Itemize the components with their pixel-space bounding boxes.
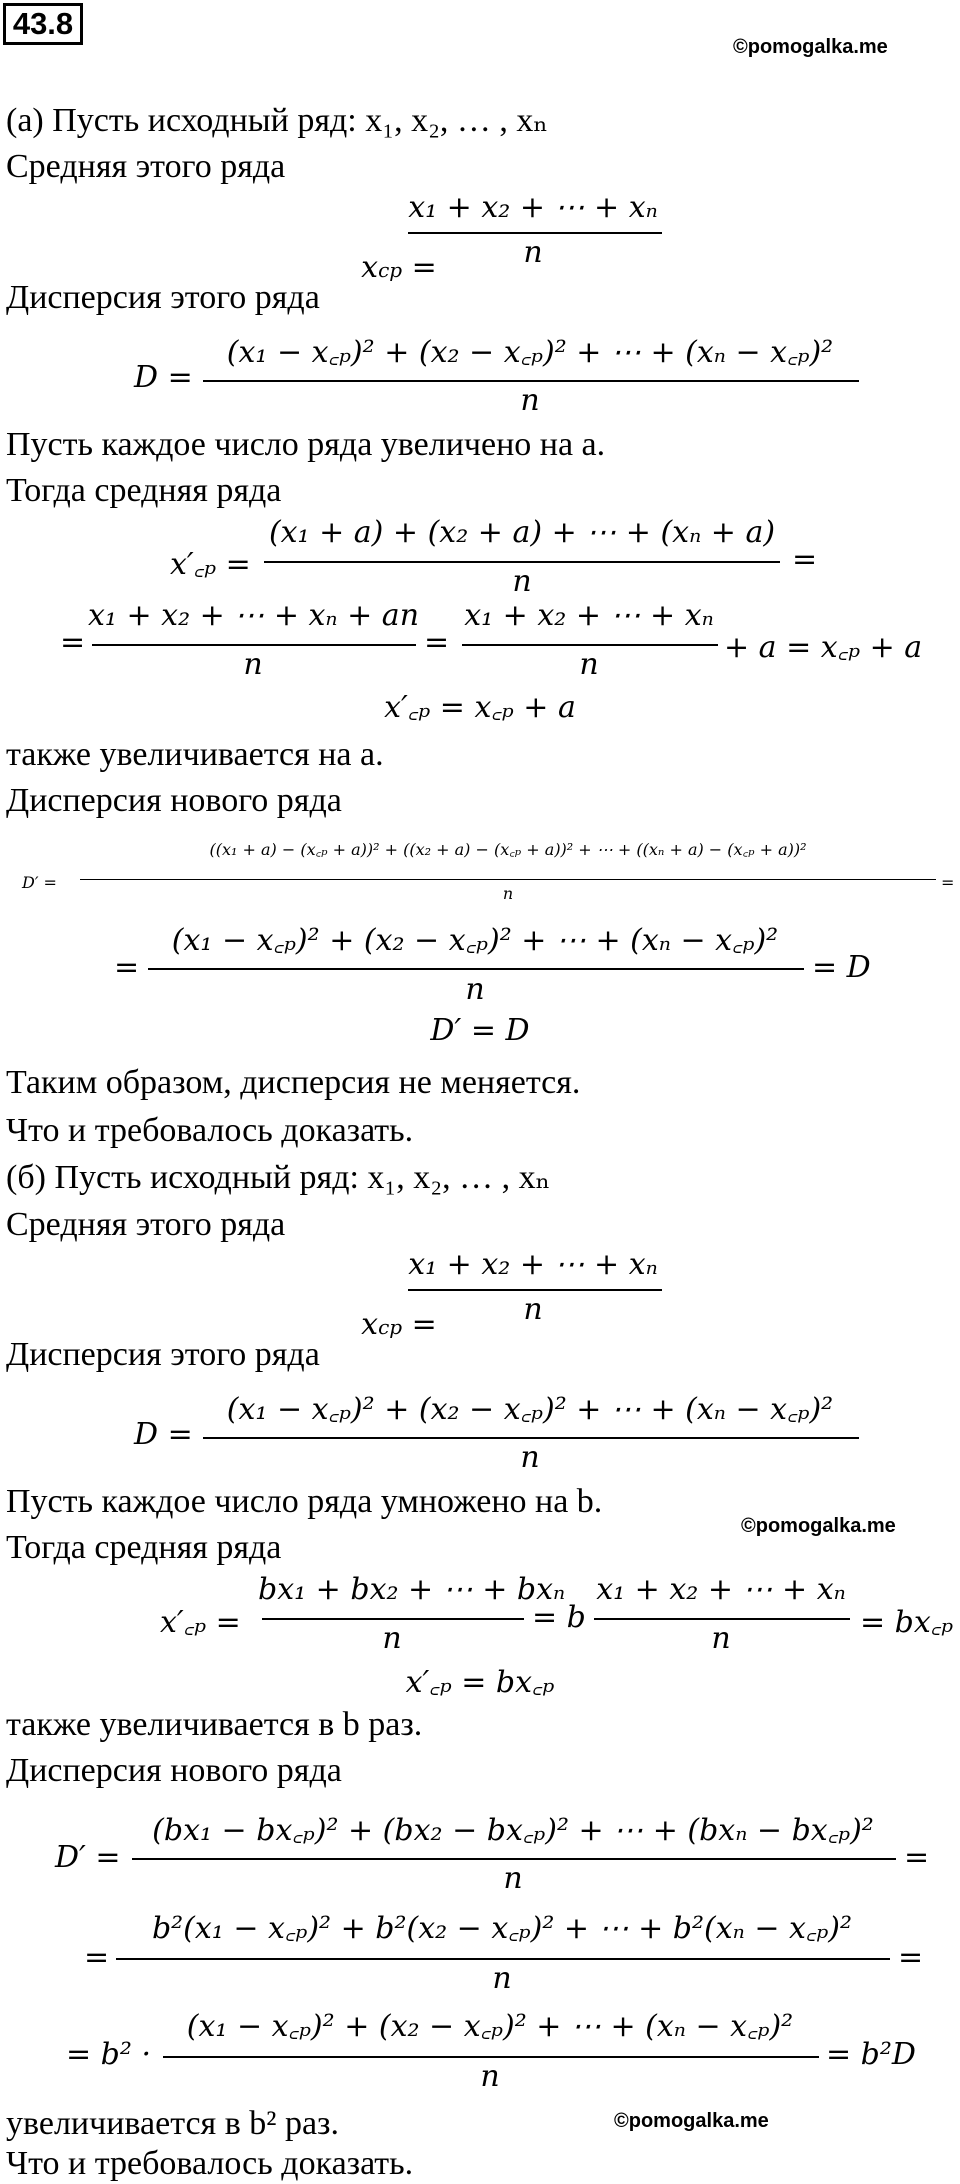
part-b-mean-heading: Средняя этого ряда (6, 1206, 286, 1243)
factored-numerator: x₁ + x₂ + ⋯ + xₙ (596, 1572, 846, 1607)
part-a-shift-statement: Пусть каждое число ряда увеличено на a. (6, 426, 606, 463)
scaled-denominator: n (382, 1621, 402, 1656)
watermark-top: ©pomogalka.me (733, 36, 888, 58)
fraction-bar (203, 1437, 859, 1439)
fraction-bar (163, 2056, 819, 2058)
variance-numerator: (x₁ − x꜀ₚ)² + (x₂ − x꜀ₚ)² + ⋯ + (xₙ − x꜀ₚ)² (226, 1392, 834, 1427)
part-a-qed: Что и требовалось доказать. (6, 1112, 414, 1149)
mean-denominator: n (523, 235, 543, 270)
new-variance-denominator: n (502, 884, 514, 903)
simplified-numerator: (x₁ − x꜀ₚ)² + (x₂ − x꜀ₚ)² + ⋯ + (xₙ − x꜀ₚ)² (171, 923, 779, 958)
part-a-new-mean-heading: Тогда средняя ряда (6, 472, 282, 509)
part-a-mean-heading: Средняя этого ряда (6, 148, 286, 185)
fraction-bar (116, 1958, 890, 1960)
new-variance-numerator: (bx₁ − bx꜀ₚ)² + (bx₂ − bx꜀ₚ)² + ⋯ + (bxₙ − bx꜀ₚ)² (152, 1813, 874, 1848)
part-b-scale-statement: Пусть каждое число ряда умножено на b. (6, 1483, 603, 1520)
part-a-new-mean-final: x′꜀ₚ = x꜀ₚ + a (384, 690, 576, 725)
part-b-variance-conclusion: увеличивается в b² раз. (6, 2105, 339, 2142)
simplified-denominator: n (465, 972, 485, 1007)
part-a-variance-final: D′ = D (430, 1013, 530, 1048)
new-variance-lhs: D′ = (22, 873, 57, 892)
factored-denominator: n (711, 1621, 731, 1656)
factored-variance-numerator: (x₁ − x꜀ₚ)² + (x₂ − x꜀ₚ)² + ⋯ + (xₙ − x꜀ₚ)² (186, 2009, 794, 2044)
split-numerator: x₁ + x₂ + ⋯ + xₙ (464, 598, 714, 633)
variance-numerator: (x₁ − x꜀ₚ)² + (x₂ − x꜀ₚ)² + ⋯ + (xₙ − x꜀ₚ)² (226, 335, 834, 370)
mean-numerator: x₁ + x₂ + ⋯ + xₙ (408, 190, 658, 225)
mean-numerator: x₁ + x₂ + ⋯ + xₙ (408, 1247, 658, 1282)
part-a-conclusion: Таким образом, дисперсия не меняется. (6, 1064, 581, 1101)
mean-lhs: x (361, 1307, 379, 1342)
part-a-intro: (а) Пусть исходный ряд: x₁, x₂, … , xₙ (6, 102, 549, 139)
fraction-bar (132, 1858, 896, 1860)
factored-variance-denominator: n (480, 2059, 500, 2094)
problem-number-badge: 43.8 (3, 3, 83, 45)
mean-denominator: n (523, 1292, 543, 1327)
new-mean-result: + a = x꜀ₚ + a (724, 630, 923, 665)
part-b-variance-heading: Дисперсия этого ряда (6, 1336, 320, 1373)
new-variance-lhs: D′ = (55, 1840, 121, 1875)
new-mean-numerator: (x₁ + a) + (x₂ + a) + ⋯ + (xₙ + a) (268, 515, 776, 550)
fraction-bar (462, 644, 718, 646)
part-b-qed: Что и требовалось доказать. (6, 2145, 414, 2182)
mean-lhs: x (361, 250, 379, 285)
new-variance-denominator: n (503, 1861, 523, 1896)
part-b-new-mean-heading: Тогда средняя ряда (6, 1529, 282, 1566)
new-mean-denominator: n (512, 564, 532, 599)
b-squared-numerator: b²(x₁ − x꜀ₚ)² + b²(x₂ − x꜀ₚ)² + ⋯ + b²(xₙ − x꜀ₚ)² (151, 1911, 853, 1946)
fraction-bar (148, 968, 804, 970)
new-mean-lhs: x′꜀ₚ = (160, 1605, 241, 1640)
scaled-numerator: bx₁ + bx₂ + ⋯ + bxₙ (258, 1572, 566, 1607)
part-b-new-mean-final: x′꜀ₚ = bx꜀ₚ (405, 1665, 555, 1700)
watermark-middle: ©pomogalka.me (741, 1515, 896, 1537)
fraction-bar (262, 1618, 524, 1620)
b-squared-denominator: n (492, 1961, 512, 1996)
fraction-bar (80, 879, 936, 880)
fraction-bar (408, 1289, 662, 1291)
new-mean-lhs: x′꜀ₚ = (170, 547, 251, 582)
variance-lhs: D = (134, 1417, 193, 1452)
watermark-bottom: ©pomogalka.me (614, 2110, 769, 2132)
variance-denominator: n (520, 1440, 540, 1475)
split-denominator: n (579, 647, 599, 682)
fraction-bar (408, 232, 662, 234)
variance-lhs: D = (134, 360, 193, 395)
part-b-new-variance-heading: Дисперсия нового ряда (6, 1752, 342, 1789)
fraction-bar (594, 1618, 850, 1620)
sum-denominator: n (243, 647, 263, 682)
part-a-variance-heading: Дисперсия этого ряда (6, 279, 320, 316)
fraction-bar (92, 644, 416, 646)
variance-denominator: n (520, 383, 540, 418)
sum-numerator: x₁ + x₂ + ⋯ + xₙ + an (88, 598, 420, 633)
fraction-bar (264, 561, 780, 563)
part-b-intro: (б) Пусть исходный ряд: x₁, x₂, … , xₙ (6, 1159, 551, 1196)
part-a-mean-conclusion: также увеличивается на a. (6, 736, 384, 773)
new-variance-numerator: ((x₁ + a) − (x꜀ₚ + a))² + ((x₂ + a) − (x꜀ₚ + a))² + ⋯ + ((xₙ + a) − (x꜀ₚ + a))² (209, 840, 807, 859)
part-b-mean-conclusion: также увеличивается в b раз. (6, 1706, 423, 1743)
part-a-new-variance-heading: Дисперсия нового ряда (6, 782, 342, 819)
fraction-bar (203, 380, 859, 382)
